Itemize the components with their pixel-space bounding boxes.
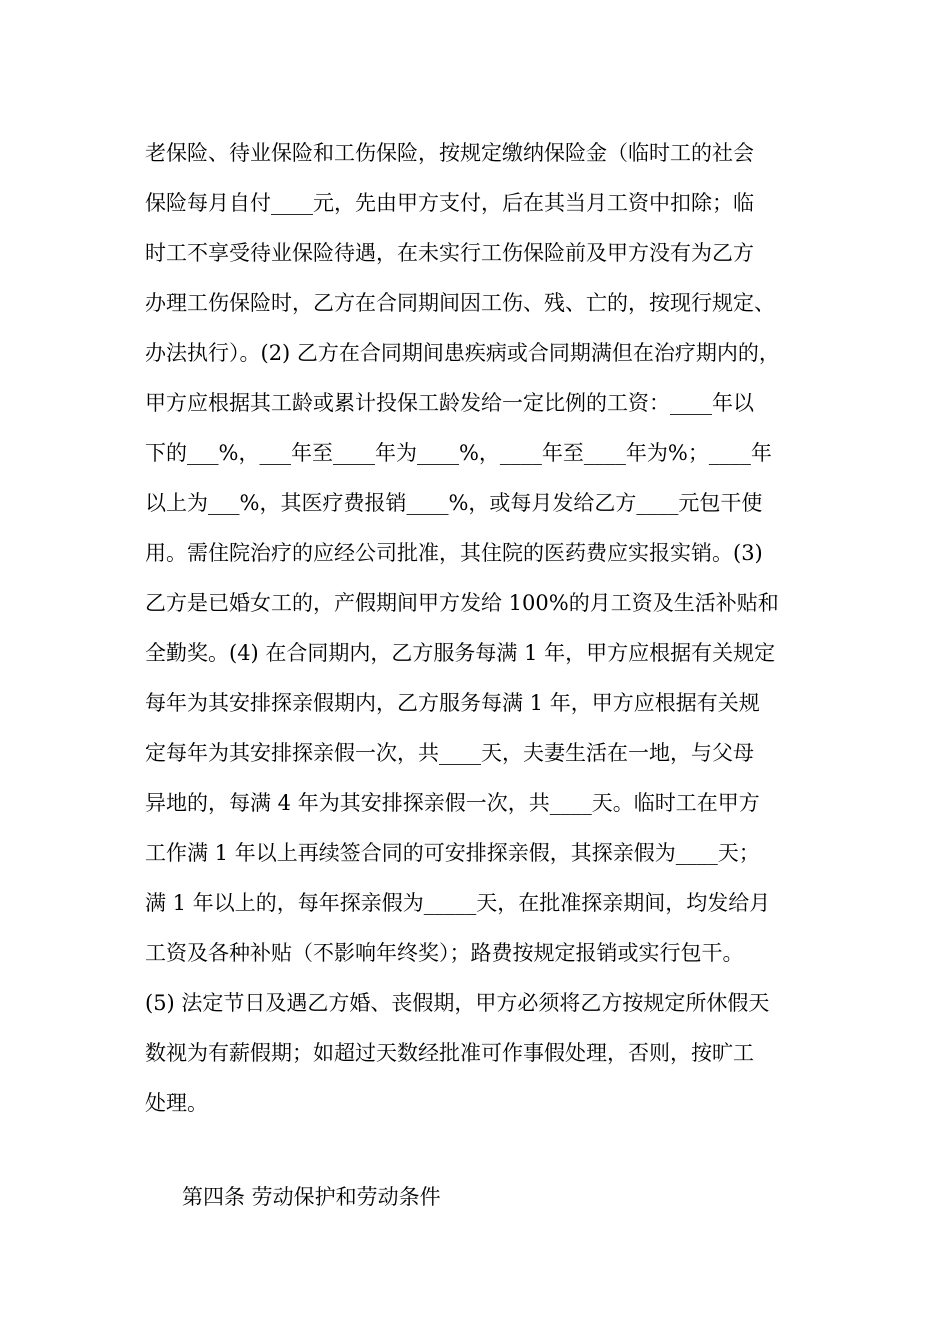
text-line: 每年为其安排探亲假期内，乙方服务每满 1 年，甲方应根据有关规: [145, 691, 760, 715]
text-line: 异地的，每满 4 年为其安排探亲假一次，共____天。临时工在甲方: [145, 791, 760, 815]
text-line: 办理工伤保险时，乙方在合同期间因工伤、残、亡的，按现行规定、: [145, 291, 775, 315]
text-line: 老保险、待业保险和工伤保险，按规定缴纳保险金（临时工的社会: [145, 141, 754, 165]
text-line: 下的___%，___年至____年为____%，____年至____年为%；____年: [145, 441, 772, 465]
text-line: 定每年为其安排探亲假一次，共____天，夫妻生活在一地，与父母: [145, 741, 754, 765]
text-line: 用。需住院治疗的应经公司批准，其住院的医药费应实报实销。(3): [145, 541, 763, 565]
text-line: 全勤奖。(4) 在合同期内，乙方服务每满 1 年，甲方应根据有关规定: [145, 641, 776, 665]
text-line: 保险每月自付____元，先由甲方支付，后在其当月工资中扣除；临: [145, 191, 754, 215]
section-heading: 第四条 劳动保护和劳动条件: [182, 1185, 441, 1209]
text-line: 办法执行）。(2) 乙方在合同期间患疾病或合同期满但在治疗期内的，: [145, 341, 780, 365]
text-line: 工作满 1 年以上再续签合同的可安排探亲假，其探亲假为____天；: [145, 841, 760, 865]
text-line: 时工不享受待业保险待遇，在未实行工伤保险前及甲方没有为乙方: [145, 241, 754, 265]
text-line: 满 1 年以上的，每年探亲假为_____天，在批准探亲期间，均发给月: [145, 891, 771, 915]
text-line: 乙方是已婚女工的，产假期间甲方发给 100%的月工资及生活补贴和: [145, 591, 779, 615]
text-line: (5) 法定节日及遇乙方婚、丧假期，甲方必须将乙方按规定所休假天: [145, 991, 770, 1015]
text-line: 工资及各种补贴（不影响年终奖）；路费按规定报销或实行包干。: [145, 941, 744, 965]
text-line: 处理。: [145, 1091, 208, 1115]
contract-body-text: [145, 128, 825, 1128]
text-line: 以上为___%，其医疗费报销____%，或每月发给乙方____元包干使: [145, 491, 763, 515]
text-line: 甲方应根据其工龄或累计投保工龄发给一定比例的工资：____年以: [145, 391, 754, 415]
text-line: 数视为有薪假期；如超过天数经批准可作事假处理，否则，按旷工: [145, 1041, 754, 1065]
